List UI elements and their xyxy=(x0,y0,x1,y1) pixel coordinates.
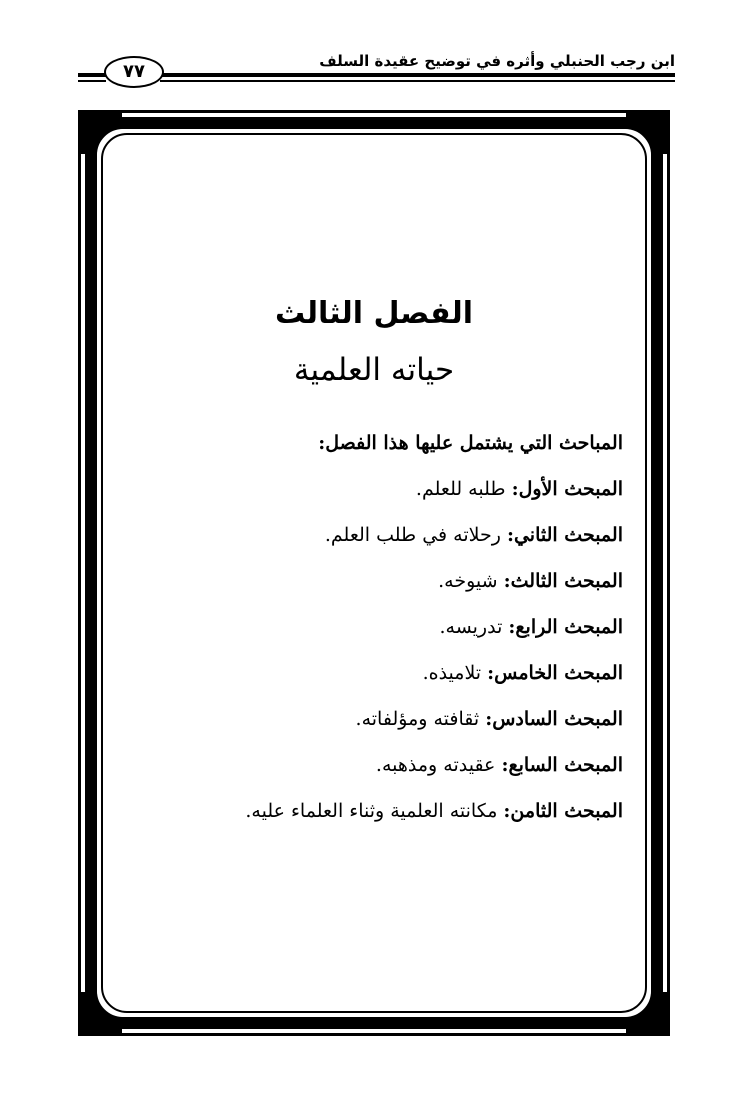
section-label: المبحث السابع: xyxy=(501,754,623,776)
section-label: المبحث الرابع: xyxy=(508,616,623,638)
section-text: عقيدته ومذهبه. xyxy=(375,754,496,776)
section-label: المبحث الثامن: xyxy=(503,800,623,822)
header-rule-left xyxy=(78,73,106,85)
list-item xyxy=(203,471,623,517)
section-label: المبحث الثاني: xyxy=(506,524,623,546)
list-item xyxy=(203,747,623,793)
section-text: طلبه للعلم. xyxy=(415,478,506,500)
list-item xyxy=(203,793,623,839)
section-text: تدريسه. xyxy=(439,616,503,638)
sections-intro: المباحث التي يشتمل عليها هذا الفصل: xyxy=(318,432,623,454)
list-item xyxy=(203,563,623,609)
section-text: شيوخه. xyxy=(438,570,498,592)
chapter-subtitle: حياته العلمية xyxy=(293,352,455,388)
section-label: المبحث الثالث: xyxy=(503,570,623,592)
list-item xyxy=(203,609,623,655)
list-item xyxy=(203,701,623,747)
chapter-title: الفصل الثالث xyxy=(274,296,473,331)
section-text: رحلاته في طلب العلم. xyxy=(324,524,501,546)
sections-list xyxy=(203,425,623,839)
section-label: المبحث الأول: xyxy=(511,478,623,500)
running-title: ابن رجب الحنبلي وأثره في توضيح عقيدة السلف xyxy=(319,52,675,70)
list-item xyxy=(203,517,623,563)
page-number-badge: ٧٧ xyxy=(104,56,164,88)
section-text: تلاميذه. xyxy=(422,662,482,684)
list-item xyxy=(203,655,623,701)
section-label: المبحث السادس: xyxy=(485,708,623,730)
header-rule xyxy=(160,73,675,85)
section-text: مكانته العلمية وثناء العلماء عليه. xyxy=(245,800,498,822)
section-label: المبحث الخامس: xyxy=(487,662,623,684)
section-text: ثقافته ومؤلفاته. xyxy=(355,708,480,730)
